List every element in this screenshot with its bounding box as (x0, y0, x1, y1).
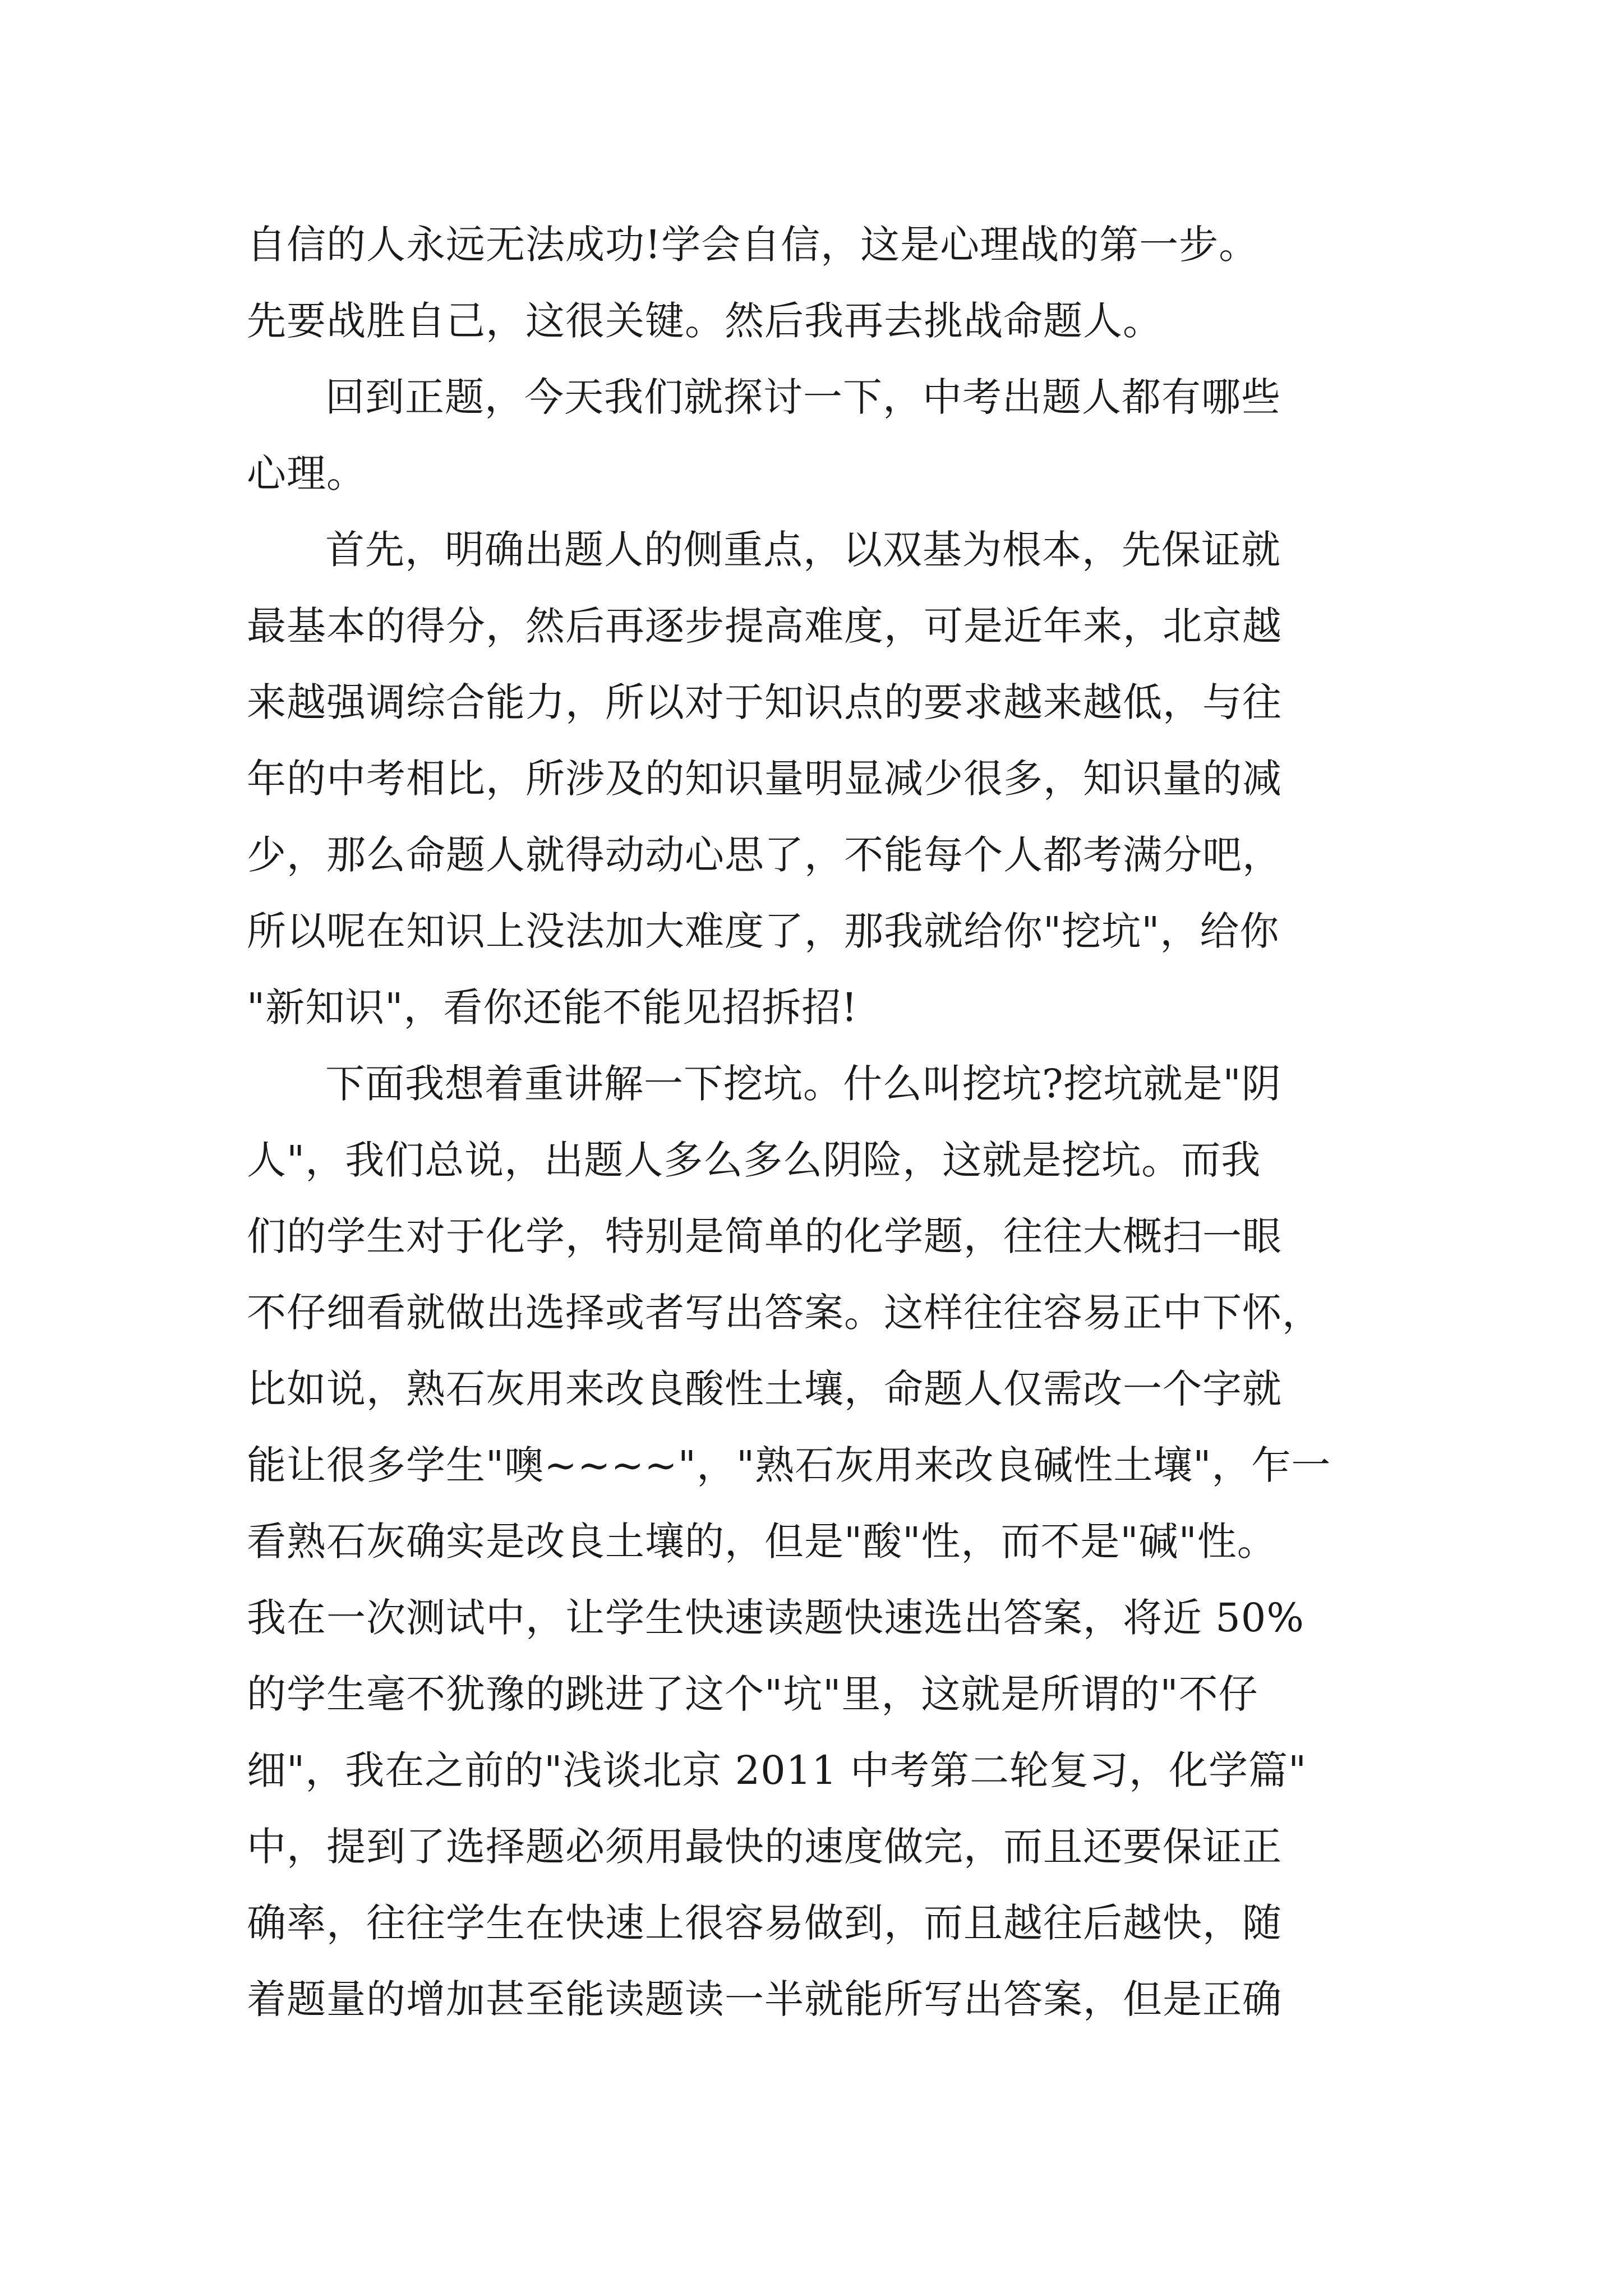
text-line: 的学生毫不犹豫的跳进了这个"坑"里，这就是所谓的"不仔 (247, 1671, 1258, 1717)
text-line: 们的学生对于化学，特别是简单的化学题，往往大概扫一眼 (247, 1213, 1282, 1259)
text-line: 能让很多学生"噢~~~~"，"熟石灰用来改良碱性土壤"，乍一 (247, 1442, 1331, 1488)
text-line: 比如说，熟石灰用来改良酸性土壤，命题人仅需改一个字就 (247, 1366, 1282, 1412)
text-line: 来越强调综合能力，所以对于知识点的要求越来越低，与往 (247, 679, 1282, 725)
text-line: 首先，明确出题人的侧重点，以双基为根本，先保证就 (325, 527, 1281, 573)
text-line: 回到正题，今天我们就探讨一下，中考出题人都有哪些 (325, 374, 1281, 420)
text-line: 看熟石灰确实是改良土壤的，但是"酸"性，而不是"碱"性。 (247, 1519, 1277, 1565)
text-line: 先要战胜自己，这很关键。然后我再去挑战命题人。 (247, 298, 1163, 344)
text-line: 中，提到了选择题必须用最快的速度做完，而且还要保证正 (247, 1824, 1282, 1870)
text-line: 少，那么命题人就得动动心思了，不能每个人都考满分吧， (247, 832, 1282, 878)
paragraph-topic (247, 359, 1385, 512)
paragraph-focus (247, 512, 1385, 1046)
text-line: 确率，往往学生在快速上很容易做到，而且越往后越快，随 (247, 1900, 1282, 1946)
text-line: 细"，我在之前的"浅谈北京 2011 中考第二轮复习，化学篇" (247, 1747, 1307, 1793)
paragraph-confidence (247, 206, 1385, 359)
text-line: 年的中考相比，所涉及的知识量明显减少很多，知识量的减 (247, 756, 1282, 802)
document-body (247, 206, 1385, 2037)
text-line: 不仔细看就做出选择或者写出答案。这样往往容易正中下怀， (247, 1290, 1322, 1336)
text-line: 我在一次测试中，让学生快速读题快速选出答案，将近 50% (247, 1595, 1304, 1641)
text-line: 着题量的增加甚至能读题读一半就能所写出答案，但是正确 (247, 1976, 1282, 2022)
paragraph-pitfalls (247, 1046, 1385, 2037)
text-line: 人"，我们总说，出题人多么多么阴险，这就是挖坑。而我 (247, 1137, 1261, 1183)
text-line: 所以呢在知识上没法加大难度了，那我就给你"挖坑"，给你 (247, 908, 1280, 954)
text-line: "新知识"，看你还能不能见招拆招! (247, 984, 858, 1030)
text-line: 下面我想着重讲解一下挖坑。什么叫挖坑?挖坑就是"阴 (325, 1061, 1281, 1107)
text-line: 心理。 (247, 450, 366, 496)
text-line: 最基本的得分，然后再逐步提高难度，可是近年来，北京越 (247, 603, 1282, 649)
text-line: 自信的人永远无法成功!学会自信，这是心理战的第一步。 (247, 222, 1259, 268)
